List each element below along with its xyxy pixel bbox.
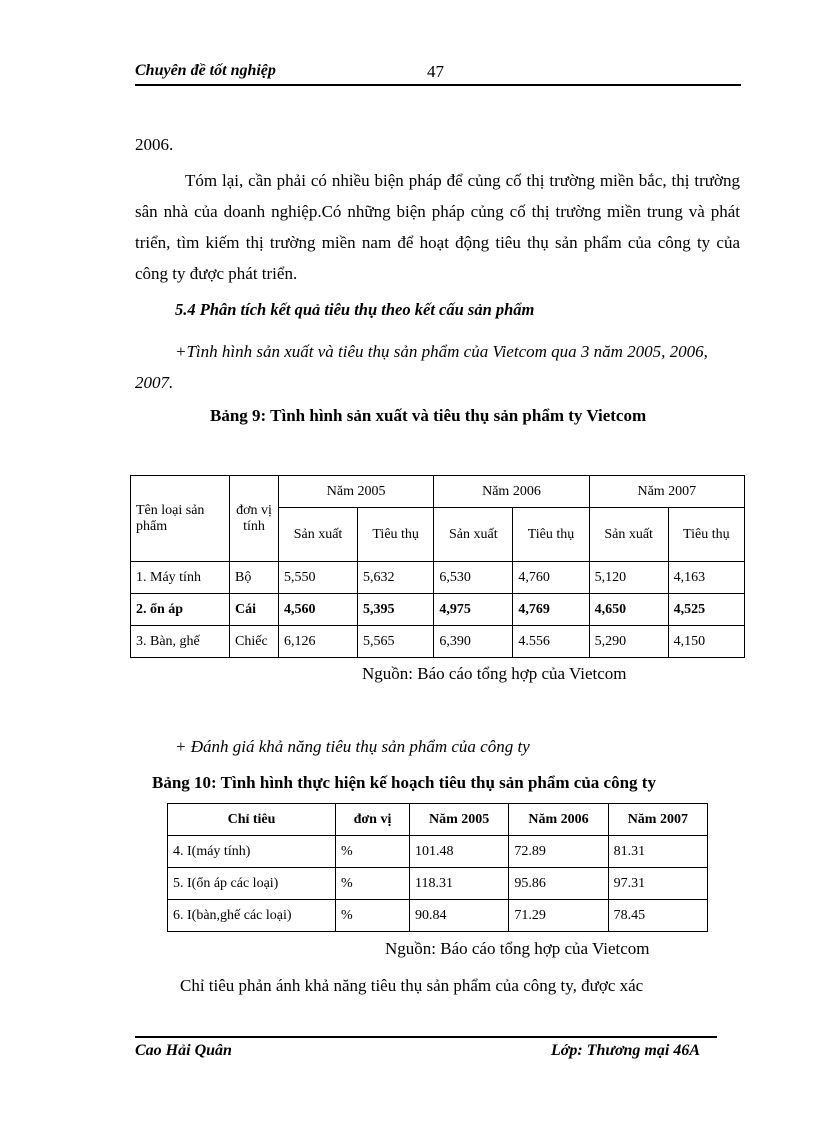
table-cell: 97.31 xyxy=(608,868,707,900)
table9-sub-consume: Tiêu thụ xyxy=(668,508,744,562)
table10-header: đơn vị xyxy=(336,804,410,836)
table-cell: 81.31 xyxy=(608,836,707,868)
table9 xyxy=(130,475,745,658)
table10 xyxy=(167,803,708,932)
table-row xyxy=(131,562,745,594)
table9-col-name: Tên loại sản phẩm xyxy=(131,476,230,562)
table-row xyxy=(168,868,708,900)
table-cell: 90.84 xyxy=(410,900,509,932)
table10-caption: Bảng 10: Tình hình thực hiện kế hoạch tiêu thụ sản phẩm của công ty xyxy=(152,773,656,792)
table-cell: 4,760 xyxy=(513,562,589,594)
header-rule xyxy=(135,84,741,86)
table9-year: Năm 2007 xyxy=(589,476,744,508)
table-cell: 4,975 xyxy=(434,594,513,626)
table-cell: 5,550 xyxy=(279,562,358,594)
table10-header: Chỉ tiêu xyxy=(168,804,336,836)
footer-rule xyxy=(135,1036,717,1038)
table-cell: 4.556 xyxy=(513,626,589,658)
paragraph-summary: Tóm lại, cần phải có nhiều biện pháp để củng cố thị trường miền bắc, thị trường sân nhà của doanh nghiệp.Có những biện pháp củng cố thị trường miền trung và phát triển, tìm kiếm thị trường miền nam để hoạt động tiêu thụ sản phẩm của công ty của công ty được phát triển. xyxy=(135,171,740,283)
table-cell: 6,530 xyxy=(434,562,513,594)
table-cell: 4,650 xyxy=(589,594,668,626)
table9-source: Nguồn: Báo cáo tổng hợp của Vietcom xyxy=(362,664,627,683)
evaluation-intro: + Đánh giá khả năng tiêu thụ sản phẩm của công ty xyxy=(175,737,530,756)
section-heading: 5.4 Phân tích kết quả tiêu thụ theo kết cấu sản phẩm xyxy=(175,300,535,319)
table-cell: Bộ xyxy=(230,562,279,594)
table9-col-unit: đơn vị tính xyxy=(230,476,279,562)
table-cell: 6,390 xyxy=(434,626,513,658)
table-cell: 4,769 xyxy=(513,594,589,626)
table-cell: 5. I(ổn áp các loại) xyxy=(168,868,336,900)
table-row xyxy=(131,626,745,658)
table9-caption: Bảng 9: Tình hình sản xuất và tiêu thụ sản phẩm ty Vietcom xyxy=(210,406,647,425)
table10-header: Năm 2007 xyxy=(608,804,707,836)
table9-sub-produce: Sản xuất xyxy=(434,508,513,562)
table-cell: 2. ổn áp xyxy=(131,594,230,626)
table10-header: Năm 2006 xyxy=(509,804,608,836)
table-cell: % xyxy=(336,900,410,932)
table-row xyxy=(168,836,708,868)
table-cell: 5,632 xyxy=(358,562,434,594)
section-intro: +Tình hình sản xuất và tiêu thụ sản phẩm của Vietcom qua 3 năm 2005, 2006, 2007. xyxy=(135,342,708,392)
footer-author: Cao Hải Quân xyxy=(135,1042,232,1059)
table-cell: 95.86 xyxy=(509,868,608,900)
table-cell: 6,126 xyxy=(279,626,358,658)
table-cell: 5,565 xyxy=(358,626,434,658)
table-cell: 118.31 xyxy=(410,868,509,900)
table-cell: 5,290 xyxy=(589,626,668,658)
table-cell: 78.45 xyxy=(608,900,707,932)
table9-sub-produce: Sản xuất xyxy=(279,508,358,562)
table-cell: % xyxy=(336,836,410,868)
table-cell: 5,120 xyxy=(589,562,668,594)
table9-sub-consume: Tiêu thụ xyxy=(358,508,434,562)
table-cell: 72.89 xyxy=(509,836,608,868)
table-cell: 4,525 xyxy=(668,594,744,626)
table-cell: 3. Bàn, ghế xyxy=(131,626,230,658)
table-row xyxy=(168,900,708,932)
table-row xyxy=(131,594,745,626)
table-cell: 4,150 xyxy=(668,626,744,658)
footer-class: Lớp: Thương mại 46A xyxy=(551,1042,700,1059)
table-cell: Cái xyxy=(230,594,279,626)
table-cell: % xyxy=(336,868,410,900)
table-cell: Chiếc xyxy=(230,626,279,658)
table-cell: 101.48 xyxy=(410,836,509,868)
table-cell: 4. I(máy tính) xyxy=(168,836,336,868)
paragraph-continuation: 2006. xyxy=(135,135,174,154)
table-cell: 4,163 xyxy=(668,562,744,594)
table9-year: Năm 2005 xyxy=(279,476,434,508)
table9-sub-produce: Sản xuất xyxy=(589,508,668,562)
table-cell: 6. I(bàn,ghế các loại) xyxy=(168,900,336,932)
table-cell: 1. Máy tính xyxy=(131,562,230,594)
table-cell: 5,395 xyxy=(358,594,434,626)
table10-source: Nguồn: Báo cáo tổng hợp của Vietcom xyxy=(385,939,650,958)
table-cell: 4,560 xyxy=(279,594,358,626)
header-title: Chuyên đề tốt nghiệp xyxy=(135,62,276,79)
table-cell: 71.29 xyxy=(509,900,608,932)
table9-sub-consume: Tiêu thụ xyxy=(513,508,589,562)
page-number: 47 xyxy=(427,62,444,81)
table9-year: Năm 2006 xyxy=(434,476,589,508)
paragraph-indicator: Chỉ tiêu phản ánh khả năng tiêu thụ sản phẩm của công ty, được xác xyxy=(180,976,644,995)
table10-header: Năm 2005 xyxy=(410,804,509,836)
